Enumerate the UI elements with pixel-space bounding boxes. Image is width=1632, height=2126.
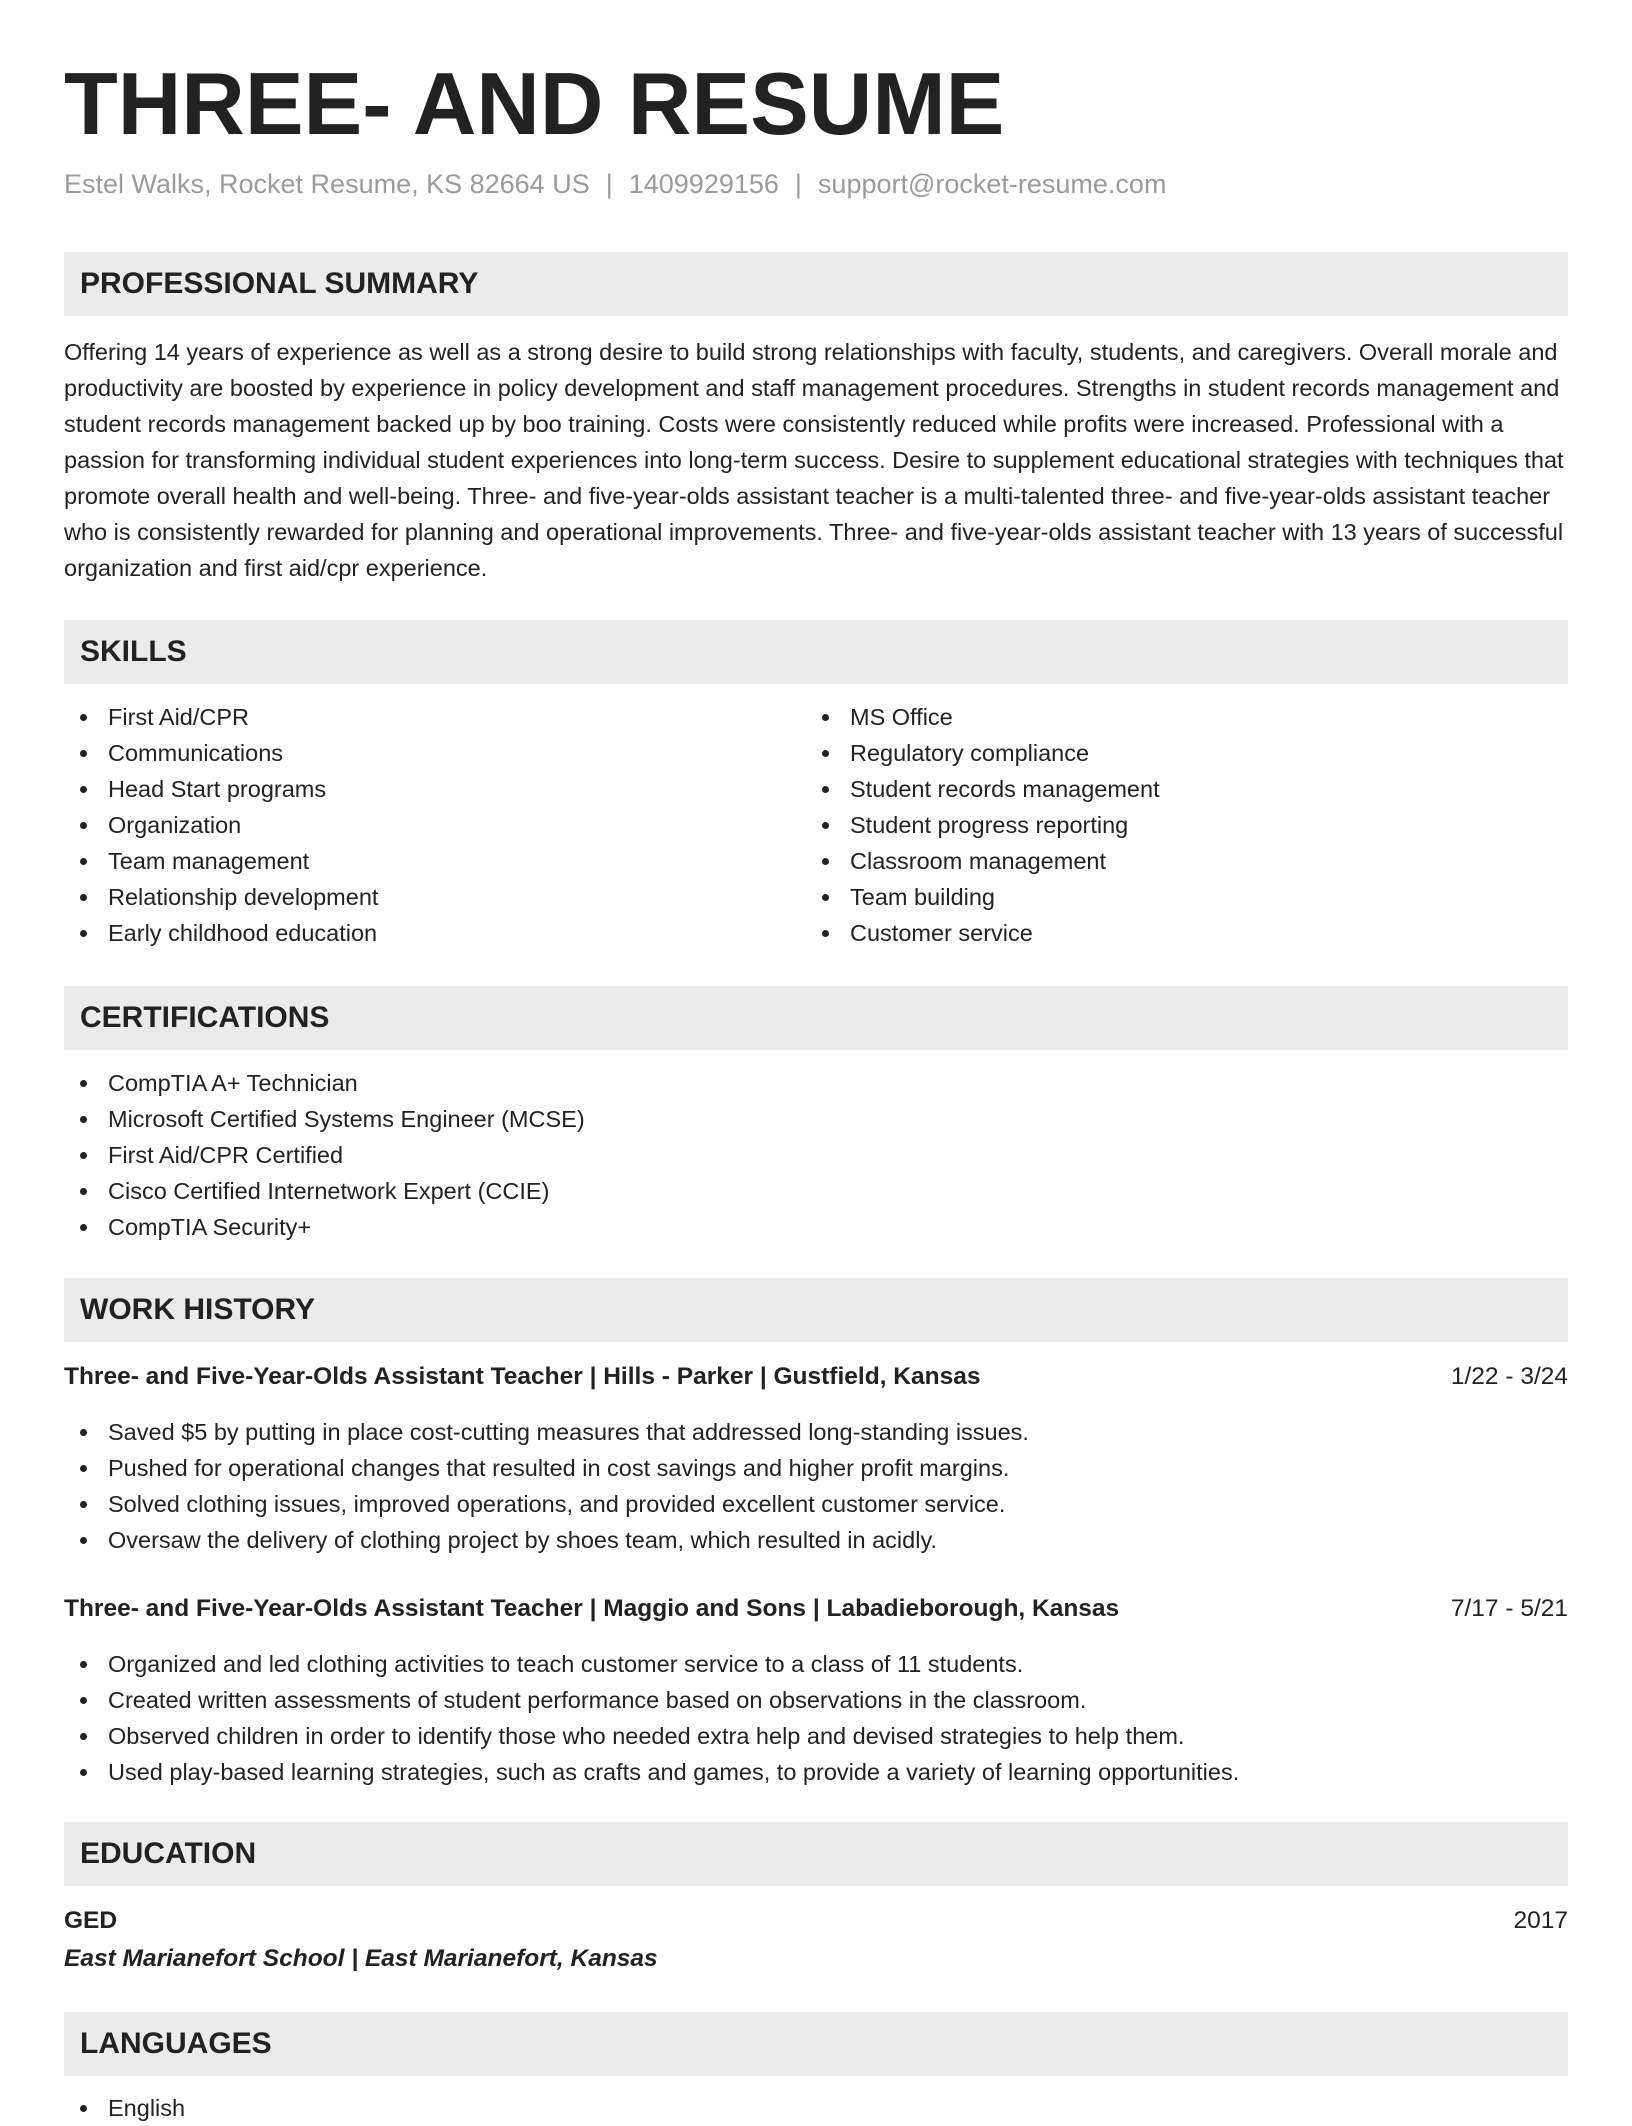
skill-item: Communications bbox=[64, 735, 378, 771]
job-bullets bbox=[64, 1646, 1239, 1790]
certification-item: CompTIA Security+ bbox=[64, 1209, 585, 1245]
skill-item: Regulatory compliance bbox=[806, 735, 1160, 771]
skill-item: Student progress reporting bbox=[806, 807, 1160, 843]
skills-list-right bbox=[806, 699, 1160, 951]
skill-item: Classroom management bbox=[806, 843, 1160, 879]
education-heading: EDUCATION bbox=[80, 1837, 257, 1870]
job-bullets bbox=[64, 1414, 1029, 1558]
contact-separator: | bbox=[794, 169, 802, 199]
education-year: 2017 bbox=[1513, 1907, 1568, 1934]
skill-item: Team building bbox=[806, 879, 1160, 915]
work-heading: WORK HISTORY bbox=[80, 1293, 316, 1326]
certification-item: CompTIA A+ Technician bbox=[64, 1065, 585, 1101]
certifications-section-header bbox=[64, 986, 1568, 1050]
languages-section-header bbox=[64, 2012, 1568, 2076]
job-bullet: Oversaw the delivery of clothing project by shoes team, which resulted in acidly. bbox=[64, 1522, 1029, 1558]
job-title: Three- and Five-Year-Olds Assistant Teacher | Maggio and Sons | Labadieborough, Kansas bbox=[64, 1595, 1120, 1622]
job-bullet: Observed children in order to identify those who needed extra help and devised strategies to help them. bbox=[64, 1718, 1239, 1754]
skill-item: Team management bbox=[64, 843, 378, 879]
job-bullet: Organized and led clothing activities to teach customer service to a class of 11 students. bbox=[64, 1646, 1239, 1682]
skill-item: Organization bbox=[64, 807, 378, 843]
skills-heading: SKILLS bbox=[80, 635, 187, 668]
contact-address: Estel Walks, Rocket Resume, KS 82664 US bbox=[64, 169, 590, 199]
contact-email: support@rocket-resume.com bbox=[817, 169, 1167, 199]
work-section-header bbox=[64, 1278, 1568, 1342]
certifications-heading: CERTIFICATIONS bbox=[80, 1001, 330, 1034]
education-section-header bbox=[64, 1822, 1568, 1886]
skill-item: MS Office bbox=[806, 699, 1160, 735]
education-school: East Marianefort School | East Marianefort, Kansas bbox=[64, 1945, 658, 1972]
job-bullet: Saved $5 by putting in place cost-cutting measures that addressed long-standing issues. bbox=[64, 1414, 1029, 1450]
contact-phone: 1409929156 bbox=[628, 169, 779, 199]
job-bullet: Pushed for operational changes that resulted in cost savings and higher profit margins. bbox=[64, 1450, 1029, 1486]
contact-separator: | bbox=[605, 169, 613, 199]
skill-item: First Aid/CPR bbox=[64, 699, 378, 735]
education-degree: GED bbox=[64, 1907, 118, 1934]
skills-section-header bbox=[64, 620, 1568, 684]
certifications-list bbox=[64, 1065, 585, 1245]
skill-item: Head Start programs bbox=[64, 771, 378, 807]
language-item: English bbox=[64, 2090, 185, 2126]
summary-section-header bbox=[64, 252, 1568, 316]
skill-item: Student records management bbox=[806, 771, 1160, 807]
job-dates: 7/17 - 5/21 bbox=[1450, 1595, 1568, 1622]
contact-line bbox=[64, 166, 1166, 202]
summary-heading: PROFESSIONAL SUMMARY bbox=[80, 267, 479, 300]
job-title: Three- and Five-Year-Olds Assistant Teacher | Hills - Parker | Gustfield, Kansas bbox=[64, 1363, 981, 1390]
skill-item: Relationship development bbox=[64, 879, 378, 915]
job-bullet: Used play-based learning strategies, such as crafts and games, to provide a variety of learning opportunities. bbox=[64, 1754, 1239, 1790]
job-bullet: Solved clothing issues, improved operations, and provided excellent customer service. bbox=[64, 1486, 1029, 1522]
certification-item: First Aid/CPR Certified bbox=[64, 1137, 585, 1173]
summary-text: Offering 14 years of experience as well as a strong desire to build strong relationships with faculty, students, and caregivers. Overall morale and productivity are boosted by experience in policy development and staff management procedures. Strengths in student records management and student records management backed up by boo training. Costs were consistently reduced while profits were increased. Professional with a passion for transforming individual student experiences into long-term success. Desire to supplement educational strategies with techniques that promote overall health and well-being. Three- and five-year-olds assistant teacher is a multi-talented three- and five-year-olds assistant teacher who is consistently rewarded for planning and operational improvements. Three- and five-year-olds assistant teacher with 13 years of successful organization and first aid/cpr experience. bbox=[64, 339, 1564, 581]
certification-item: Cisco Certified Internetwork Expert (CCIE) bbox=[64, 1173, 585, 1209]
skill-item: Early childhood education bbox=[64, 915, 378, 951]
skill-item: Customer service bbox=[806, 915, 1160, 951]
languages-list bbox=[64, 2090, 185, 2126]
job-dates: 1/22 - 3/24 bbox=[1450, 1363, 1568, 1390]
resume-name: THREE- AND RESUME bbox=[64, 54, 1005, 153]
job-bullet: Created written assessments of student performance based on observations in the classroom. bbox=[64, 1682, 1239, 1718]
certification-item: Microsoft Certified Systems Engineer (MCSE) bbox=[64, 1101, 585, 1137]
skills-list-left bbox=[64, 699, 378, 951]
languages-heading: LANGUAGES bbox=[80, 2027, 272, 2060]
